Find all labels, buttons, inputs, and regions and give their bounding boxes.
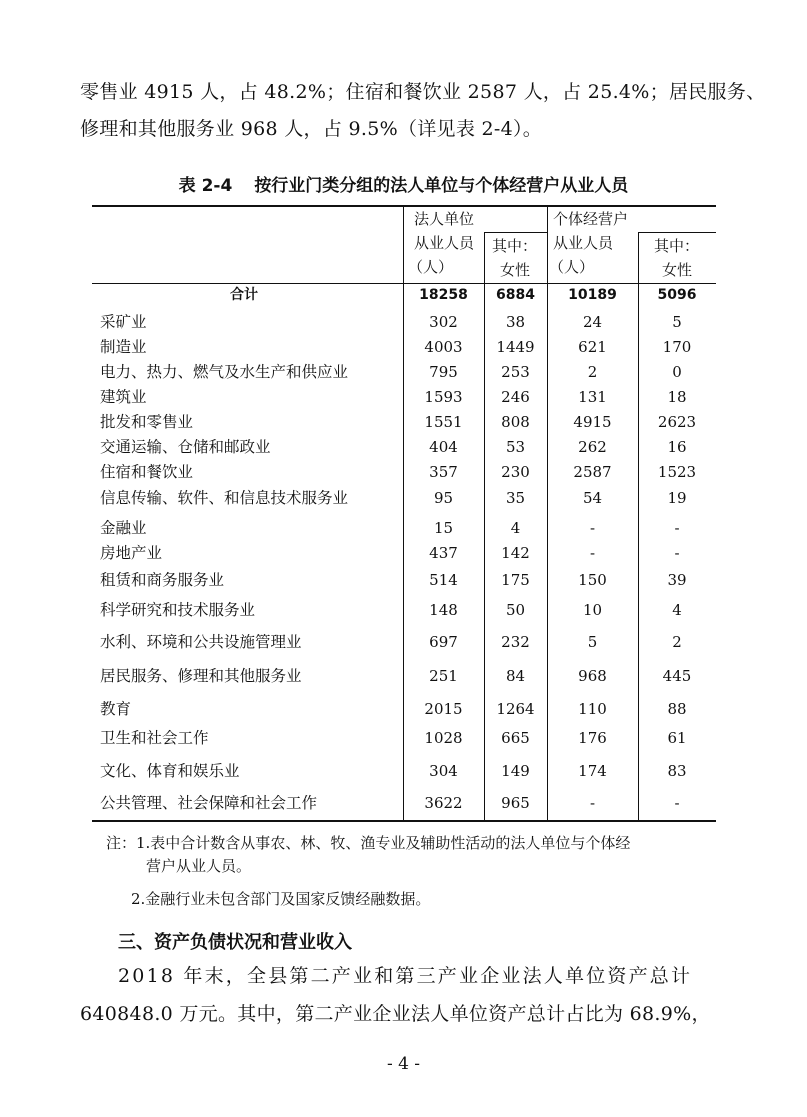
row-industry-name: 住宿和餐饮业 xyxy=(100,463,194,481)
row-value-c4: 4 xyxy=(672,601,682,619)
row-value-c3: 24 xyxy=(582,313,603,331)
row-industry-name: 房地产业 xyxy=(100,544,163,562)
row-industry-name: 制造业 xyxy=(100,338,147,356)
row-value-c3: 2 xyxy=(587,363,598,381)
row-value-c1: 437 xyxy=(429,544,458,562)
row-value-c2: 232 xyxy=(501,633,530,651)
row-industry-name: 电力、热力、燃气及水生产和供应业 xyxy=(100,363,349,381)
row-industry-name: 公共管理、社会保障和社会工作 xyxy=(100,794,318,812)
row-value-c1: 2015 xyxy=(424,700,463,718)
row-value-c2: 50 xyxy=(505,601,526,619)
row-value-c4: 0 xyxy=(672,363,682,381)
row-value-c2: 230 xyxy=(501,463,530,481)
row-value-c3: - xyxy=(589,519,596,537)
row-value-c1: 15 xyxy=(433,519,454,537)
row-value-c1: 3622 xyxy=(424,794,463,812)
row-industry-name: 水利、环境和公共设施管理业 xyxy=(100,633,302,651)
table-top-rule xyxy=(92,205,716,207)
header-legal-female: 其中： xyxy=(492,237,538,255)
row-industry-name: 金融业 xyxy=(100,519,147,537)
row-value-c3: 262 xyxy=(578,438,607,456)
row-value-c4: 18 xyxy=(667,388,687,406)
row-value-c1: 304 xyxy=(429,762,458,780)
row-value-c3: 2587 xyxy=(573,463,612,481)
row-value-c4: 16 xyxy=(667,438,687,456)
row-industry-name: 教育 xyxy=(100,700,132,718)
row-industry-name: 租赁和商务服务业 xyxy=(100,571,225,589)
row-value-c4: 170 xyxy=(662,338,692,356)
row-value-c2: 142 xyxy=(501,544,530,562)
note-1-line-1: 注：1.表中合计数含从事农、林、牧、渔专业及辅助性活动的法人单位与个体经 xyxy=(106,834,631,852)
row-value-c1: 148 xyxy=(429,601,458,619)
body-paragraph-line: 2018 年末，全县第二产业和第三产业企业法人单位资产总计 xyxy=(118,965,693,987)
header-bottom-rule xyxy=(92,283,716,284)
row-value-c2: 84 xyxy=(505,667,526,685)
row-value-c3: 131 xyxy=(578,388,607,406)
row-value-c1: 1593 xyxy=(424,388,463,406)
row-value-c2: 1264 xyxy=(496,700,535,718)
row-value-c1: 1028 xyxy=(424,729,463,747)
header-legal-employees: 从业人员 xyxy=(414,234,475,252)
row-value-c3: 150 xyxy=(578,571,607,589)
row-value-c4: 5 xyxy=(672,313,682,331)
subheader-rule xyxy=(484,232,547,233)
total-ind-female: 5096 xyxy=(657,287,697,303)
total-legal-employees: 18258 xyxy=(419,287,468,303)
row-value-c2: 965 xyxy=(501,794,530,812)
row-value-c3: - xyxy=(589,544,596,562)
body-paragraph-line: 修理和其他服务业 968 人，占 9.5%（详见表 2-4）。 xyxy=(80,118,543,140)
section-heading: 三、资产负债状况和营业收入 xyxy=(118,932,352,953)
row-value-c3: 968 xyxy=(578,667,607,685)
row-value-c2: 4 xyxy=(510,519,521,537)
row-value-c2: 38 xyxy=(505,313,526,331)
row-value-c2: 35 xyxy=(505,489,526,507)
row-value-c3: 110 xyxy=(578,700,607,718)
row-value-c2: 665 xyxy=(501,729,530,747)
row-value-c4: 88 xyxy=(667,700,687,718)
row-value-c1: 251 xyxy=(429,667,458,685)
header-ind-female-label: 女性 xyxy=(662,261,693,279)
header-ind-employees-unit: （人） xyxy=(549,258,595,276)
total-legal-female: 6884 xyxy=(496,287,535,303)
row-value-c1: 514 xyxy=(429,571,458,589)
row-industry-name: 科学研究和技术服务业 xyxy=(100,601,256,619)
row-value-c2: 253 xyxy=(501,363,530,381)
row-value-c1: 1551 xyxy=(424,413,463,431)
row-value-c4: - xyxy=(674,519,680,537)
row-value-c1: 302 xyxy=(429,313,458,331)
row-value-c1: 357 xyxy=(429,463,458,481)
page-number: - 4 - xyxy=(386,1054,421,1074)
note-2: 2.金融行业未包含部门及国家反馈经融数据。 xyxy=(131,890,431,908)
row-value-c4: 19 xyxy=(667,489,687,507)
row-industry-name: 批发和零售业 xyxy=(100,413,194,431)
row-value-c1: 404 xyxy=(429,438,458,456)
note-1-line-2: 营户从业人员。 xyxy=(146,857,252,875)
row-value-c1: 795 xyxy=(429,363,458,381)
row-value-c4: 61 xyxy=(667,729,687,747)
total-ind-employees: 10189 xyxy=(568,287,617,303)
row-value-c3: 176 xyxy=(578,729,607,747)
row-value-c2: 53 xyxy=(505,438,526,456)
row-value-c4: - xyxy=(674,544,680,562)
row-value-c1: 697 xyxy=(429,633,458,651)
row-value-c2: 1449 xyxy=(496,338,535,356)
body-paragraph-line: 零售业 4915 人，占 48.2%；住宿和餐饮业 2587 人，占 25.4%；居民服务、 xyxy=(80,81,766,103)
row-value-c2: 808 xyxy=(501,413,530,431)
row-industry-name: 交通运输、仓储和邮政业 xyxy=(100,438,271,456)
row-industry-name: 信息传输、软件、和信息技术服务业 xyxy=(100,489,349,507)
row-value-c3: 5 xyxy=(587,633,598,651)
row-value-c2: 246 xyxy=(501,388,530,406)
row-value-c2: 149 xyxy=(501,762,530,780)
header-legal-employees-unit: （人） xyxy=(408,258,454,276)
row-industry-name: 建筑业 xyxy=(100,388,147,406)
row-value-c3: 10 xyxy=(582,601,603,619)
row-value-c3: 621 xyxy=(578,338,607,356)
row-value-c4: 2623 xyxy=(657,413,697,431)
row-value-c3: 54 xyxy=(582,489,603,507)
header-legal-unit: 法人单位 xyxy=(414,210,475,228)
row-industry-name: 居民服务、修理和其他服务业 xyxy=(100,667,302,685)
table-bottom-rule xyxy=(92,820,716,822)
row-industry-name: 卫生和社会工作 xyxy=(100,729,209,747)
total-row-label: 合计 xyxy=(230,287,258,303)
row-value-c2: 175 xyxy=(501,571,530,589)
row-value-c4: 445 xyxy=(662,667,692,685)
row-value-c4: - xyxy=(674,794,680,812)
row-industry-name: 文化、体育和娱乐业 xyxy=(100,762,240,780)
row-value-c3: 4915 xyxy=(573,413,612,431)
table-title xyxy=(0,171,807,196)
row-value-c4: 2 xyxy=(672,633,682,651)
header-ind-employees: 从业人员 xyxy=(553,234,614,252)
row-industry-name: 采矿业 xyxy=(100,313,147,331)
table-title-text: 按行业门类分组的法人单位与个体经营户从业人员 xyxy=(254,176,629,196)
row-value-c4: 39 xyxy=(667,571,687,589)
header-individual: 个体经营户 xyxy=(553,210,629,228)
body-paragraph-line: 640848.0 万元。其中，第二产业企业法人单位资产总计占比为 68.9%， xyxy=(80,1003,711,1025)
row-value-c4: 83 xyxy=(667,762,687,780)
header-ind-female: 其中： xyxy=(654,237,700,255)
row-value-c4: 1523 xyxy=(657,463,697,481)
row-value-c1: 95 xyxy=(433,489,454,507)
row-value-c3: 174 xyxy=(578,762,607,780)
table-number: 表 2-4 xyxy=(178,176,233,196)
row-value-c1: 4003 xyxy=(424,338,463,356)
subheader-rule xyxy=(638,232,716,233)
row-value-c3: - xyxy=(589,794,596,812)
header-legal-female-label: 女性 xyxy=(500,261,531,279)
